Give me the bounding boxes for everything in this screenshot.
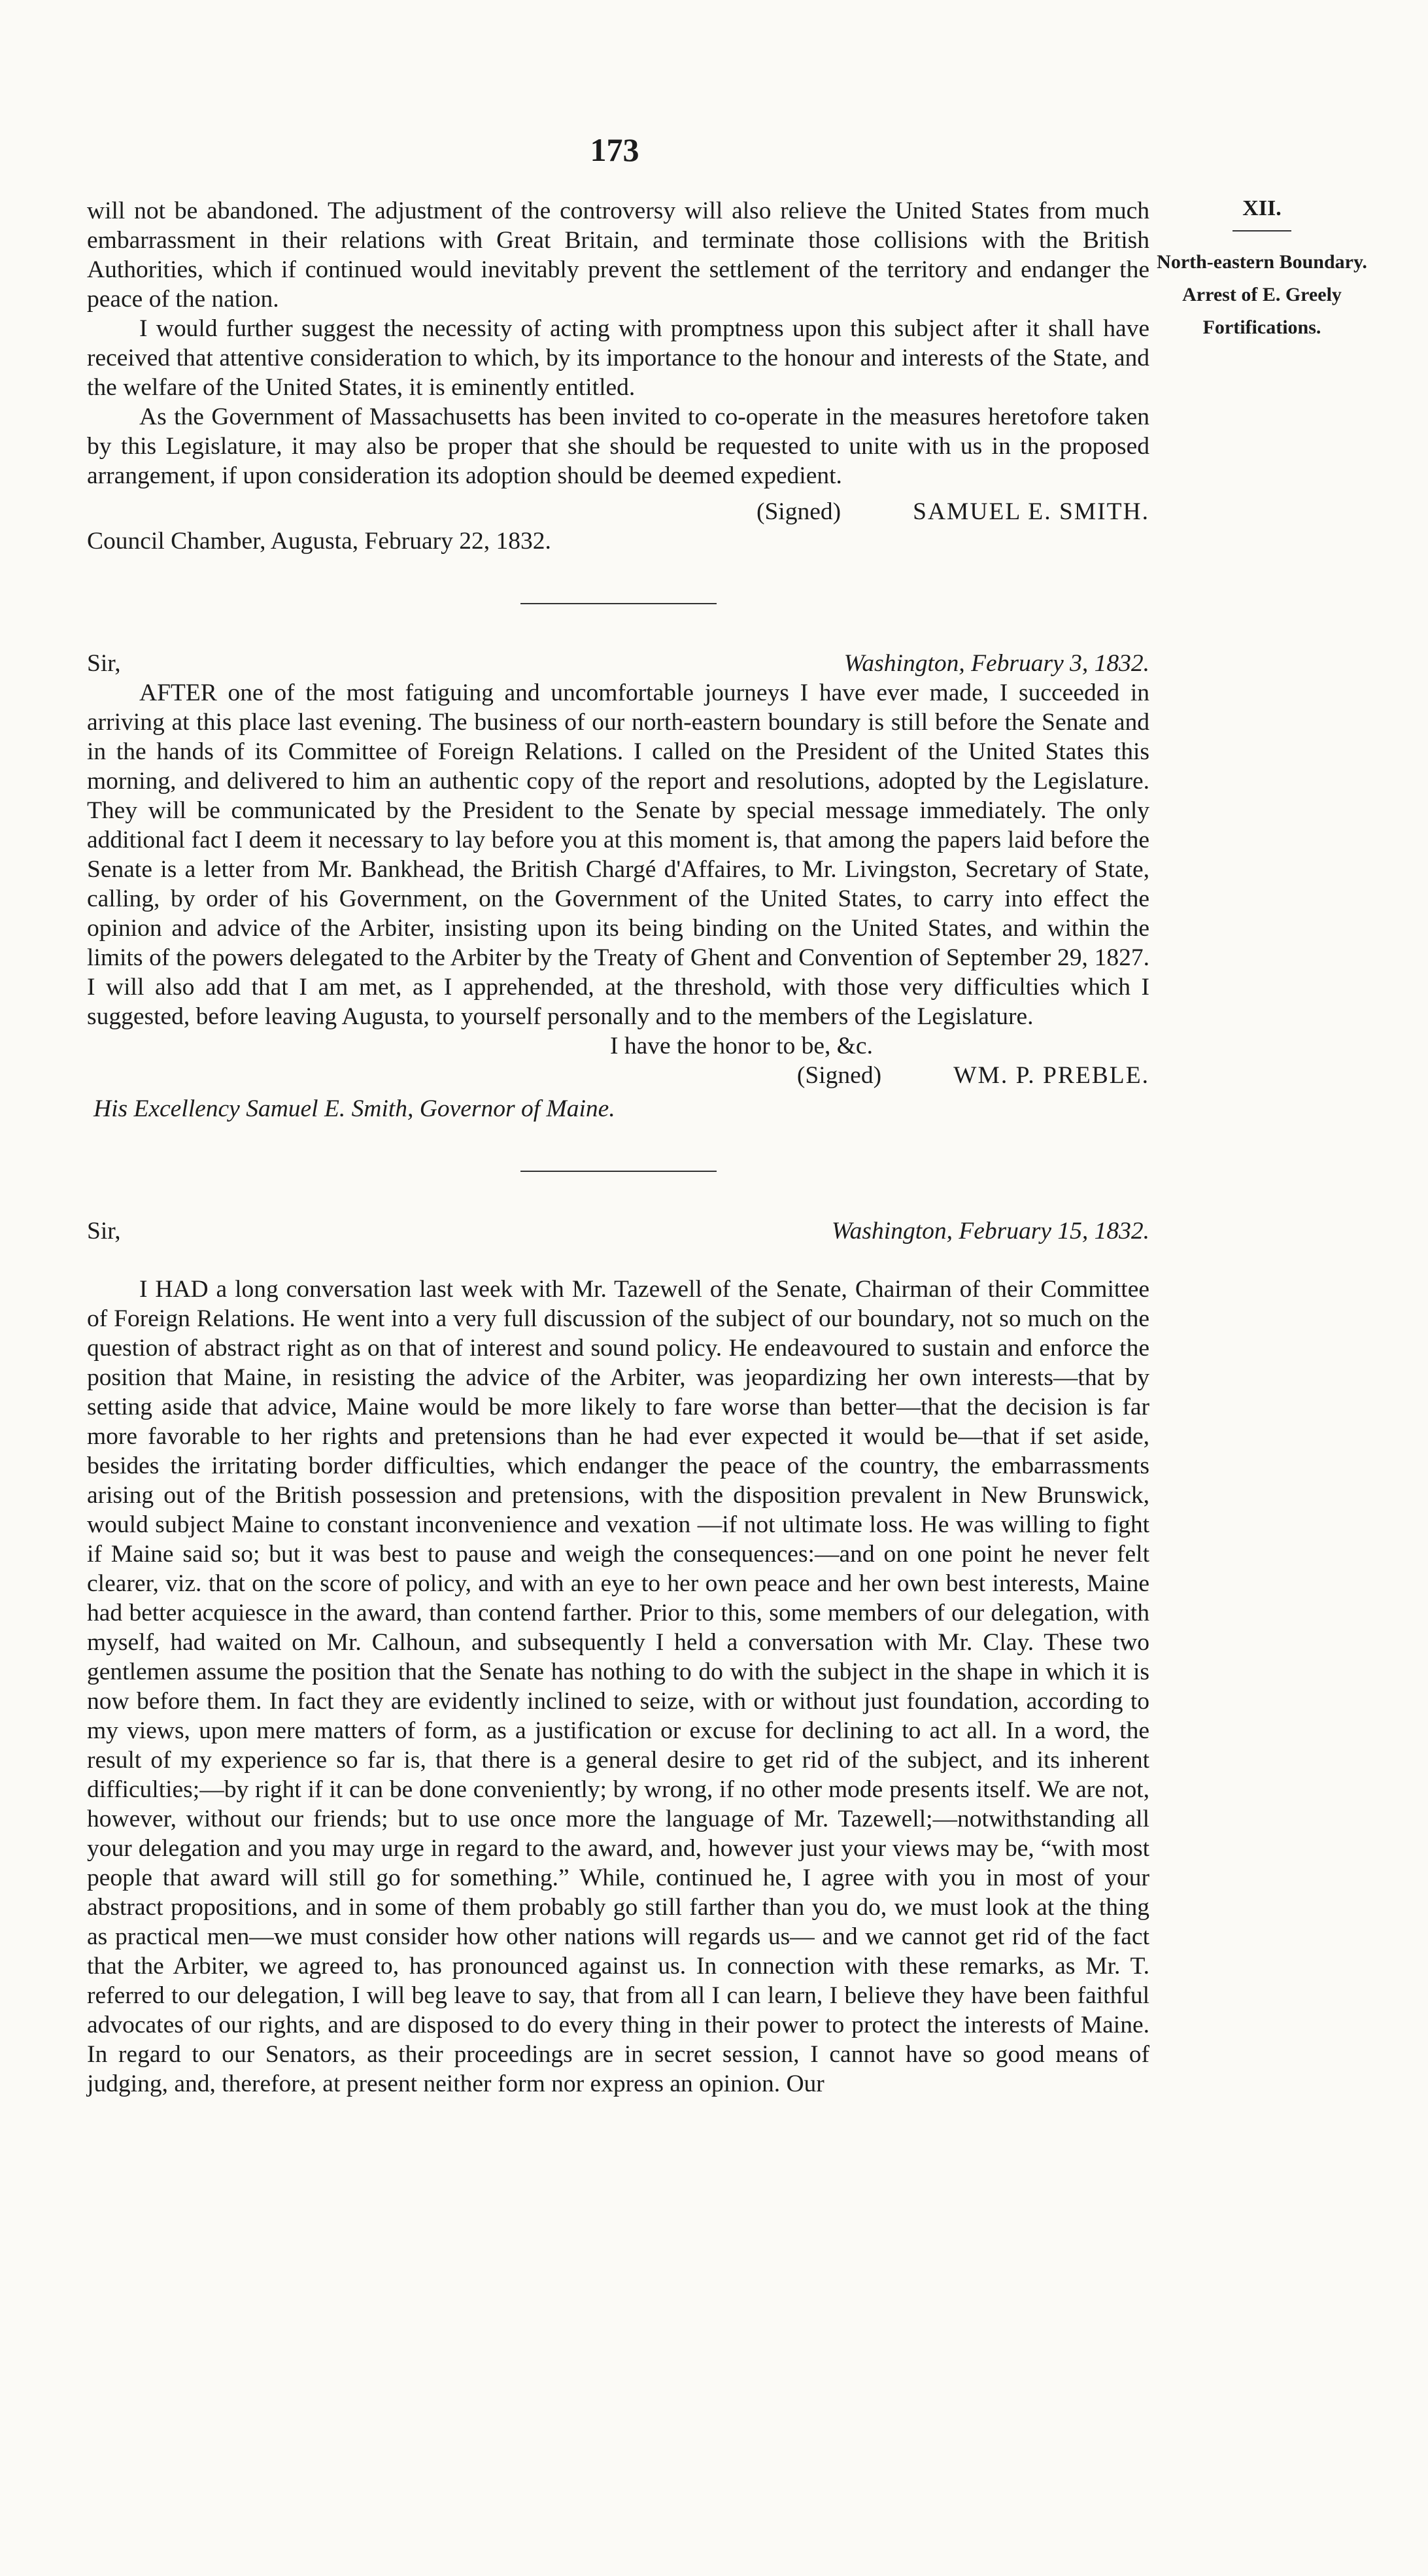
letter-body: I HAD a long conversation last week with Mr. Tazewell of the Senate, Chairman of their Committee of Foreign Relations. He went into a very full discussion of the subject of our boundary, not so much on the question of abstract right as on that of interest and sound policy. He endeavoured to sustain and enforce the position that Maine, in resisting the advice of the Arbiter, was jeopardizing her own interests—that by setting aside that advice, Maine would be more likely to fare worse than better—that the decision is far more favorable to her rights and pretensions than he had ever expected it would be—that if set aside, besides the irritating border difficulties, which endanger the peace of the country, the embarrassments arising out of the British possession and pretensions, with the disposition prevalent in New Brunswick, would subject Maine to constant inconvenience and vexation —if not ultimate loss. He was willing to fight if Maine said so; but it was best to pause and weigh the consequences:—and on one point he never felt clearer, viz. that on the score of policy, and with an eye to her own peace and her own best interests, Maine had better acquiesce in the award, than contend farther. Prior to this, some members of our delegation, with myself, had waited on Mr. Calhoun, and subsequently I held a conversation with Mr. Clay. These two gentlemen assume the position that the Senate has nothing to do with the subject in the shape in which it is now before them. In fact they are evidently inclined to seize, with or without just foundation, according to my views, upon mere matters of form, as a justification or excuse for declining to act all. In a word, the result of my experience so far is, that there is a general desire to get rid of the subject, and its inherent difficulties;—by right if it can be done conveniently; by wrong, if no other mode presents itself. We are not, however, without our friends; but to use once more the language of Mr. Tazewell;—notwithstanding all your delegation and you may urge in regard to the award, and, however just your views may be, “with most people that award will still go for something.” While, continued he, I agree with you in most of your abstract propositions, and in some of them probably go still farther than you do, we must look at the thing as practical men—we must consider how other nations will regards us— and we cannot get rid of the fact that the Arbiter, we agreed to, has pronounced against us. In connection with these remarks, as Mr. T. referred to our delegation, I will beg leave to say, that from all I can learn, I believe they have been faithful advocates of our rights, and are disposed to do every thing in their power to protect the interests of Maine. In regard to our Senators, as their proceedings are in secret session, I cannot have so good means of judging, and, therefore, at present neither form nor express an opinion. Our [87,1276,1149,2097]
page-number: 173 [590,131,639,168]
signed-label: (Signed) [756,498,842,525]
signed-label: (Signed) [796,1062,882,1089]
section-divider [520,603,717,604]
addressee: His Excellency Samuel E. Smith, Governor of Maine. [94,1095,615,1122]
report-paragraph: As the Government of Massachusetts has been invited to co-operate in the measures heretofore taken by this Legislature, it may also be proper that she should be requested to unite with us in the proposed arrangement, if upon consideration its adoption should be deemed expedient. [87,404,1149,489]
letter-body: AFTER one of the most fatiguing and uncomfortable journeys I have ever made, I succeeded in arriving at this place last evening. The business of our north-eastern boundary is still before the Senate and in the hands of its Committee of Foreign Relations. I called on the President of the United States this morning, and delivered to him an authentic copy of the report and resolutions, adopted by the Legislature. They will be communicated by the President to the Senate by special message immediately. The only additional fact I deem it necessary to lay before you at this moment is, that among the papers laid before the Senate is a letter from Mr. Bankhead, the British Chargé d'Affaires, to Mr. Livingston, Secretary of State, calling, by order of his Government, on the Government of the United States, to carry into effect the opinion and advice of the Arbiter, insisting upon its being binding on the United States, and within the limits of the powers delegated to the Arbiter by the Treaty of Ghent and Convention of September 29, 1827. I will also add that I am met, as I apprehended, at the threshold, with those very difficulties which I suggested, before leaving Augusta, to yourself personally and to the members of the Legislature. [87,679,1149,1030]
letter-date: Washington, February 3, 1832. [843,650,1149,677]
report-paragraph: will not be abandoned. The adjustment of the controversy will also relieve the United States from much embarrassment in their relations with Great Britain, and terminate those collisions with the British Authorities, which if continued would inevitably prevent the settlement of the territory and endanger the peace of the nation. [87,197,1149,313]
spacer [87,1246,1149,1275]
arrest-note: Arrest of E. Greely [1182,284,1342,305]
report-conclusion [87,196,1149,556]
report-paragraph: I would further suggest the necessity of acting with promptness upon this subject after it shall have received that attentive consideration to which, by its importance to the honour and interests of the State, and the welfare of the United States, it is eminently entitled. [87,315,1149,401]
document-body [87,196,1149,2099]
letter-heading [87,1216,1149,1246]
margin-notes [1151,196,1373,348]
letter-preble-feb-3 [87,649,1149,1124]
chapter-number: XII. [1242,196,1282,220]
signer-name: WM. P. PREBLE. [953,1062,1149,1089]
salutation: Sir, [87,1218,121,1245]
salutation: Sir, [87,650,121,677]
fortifications-note: Fortifications. [1202,317,1321,338]
letter-preble-feb-15 [87,1216,1149,2099]
letter-signature [87,1061,1149,1090]
place-date: Council Chamber, Augusta, February 22, 1832. [87,528,551,555]
letter-date: Washington, February 15, 1832. [831,1218,1149,1245]
report-signature [87,497,1149,526]
signer-name: SAMUEL E. SMITH. [913,498,1149,525]
letter-heading [87,649,1149,678]
section-divider [520,1171,717,1172]
chapter-rule [1232,230,1291,232]
letter-closing: I have the honor to be, &c. [610,1033,873,1059]
topic-note: North-eastern Boundary. [1157,251,1367,273]
